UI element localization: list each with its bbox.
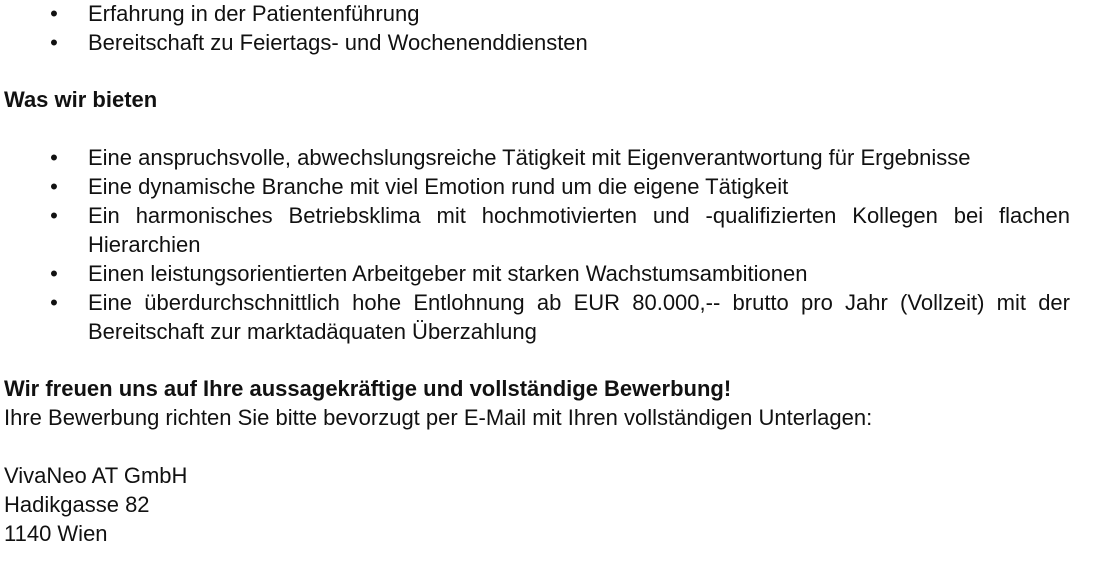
list-item-text: Ein harmonisches Betriebsklima mit hochmotivierten und -qualifizierten Kollegen bei flachen Hierarchien <box>88 203 1070 257</box>
application-text: Ihre Bewerbung richten Sie bitte bevorzugt per E-Mail mit Ihren vollständigen Unterlagen: <box>4 405 873 430</box>
bullet-icon: • <box>50 261 58 286</box>
list-item <box>0 288 1070 346</box>
offer-heading: Was wir bieten <box>4 87 158 112</box>
list-item-text: Eine überdurchschnittlich hohe Entlohnung ab EUR 80.000,-- brutto pro Jahr (Vollzeit) mit der Bereitschaft zur marktadäquaten Überzahlung <box>88 290 1070 344</box>
postal-city: 1140 Wien <box>4 521 108 546</box>
bullet-icon: • <box>50 1 58 26</box>
address-block <box>0 461 1114 548</box>
list-item <box>0 0 1070 28</box>
application-heading: Wir freuen uns auf Ihre aussagekräftige und vollständige Bewerbung! <box>4 376 732 401</box>
bullet-icon: • <box>50 174 58 199</box>
list-item <box>0 28 1070 57</box>
list-item <box>0 143 1070 172</box>
list-item-text: Erfahrung in der Patientenführung <box>88 1 420 26</box>
list-item-text: Eine anspruchsvolle, abwechslungsreiche Tätigkeit mit Eigenverantwortung für Ergebnisse <box>88 145 971 170</box>
bullet-icon: • <box>50 290 58 315</box>
list-item <box>0 259 1070 288</box>
bullet-icon: • <box>50 203 58 228</box>
bullet-icon: • <box>50 145 58 170</box>
offer-list <box>0 143 1114 346</box>
list-item-text: Eine dynamische Branche mit viel Emotion rund um die eigene Tätigkeit <box>88 174 789 199</box>
bullet-icon: • <box>50 30 58 55</box>
list-item <box>0 172 1070 201</box>
list-item <box>0 201 1070 259</box>
company-name: VivaNeo AT GmbH <box>4 463 188 488</box>
list-item-text: Einen leistungsorientierten Arbeitgeber mit starken Wachstumsambitionen <box>88 261 808 286</box>
requirements-list-continued <box>0 0 1114 57</box>
street-address: Hadikgasse 82 <box>4 492 150 517</box>
list-item-text: Bereitschaft zu Feiertags- und Wochenenddiensten <box>88 30 588 55</box>
